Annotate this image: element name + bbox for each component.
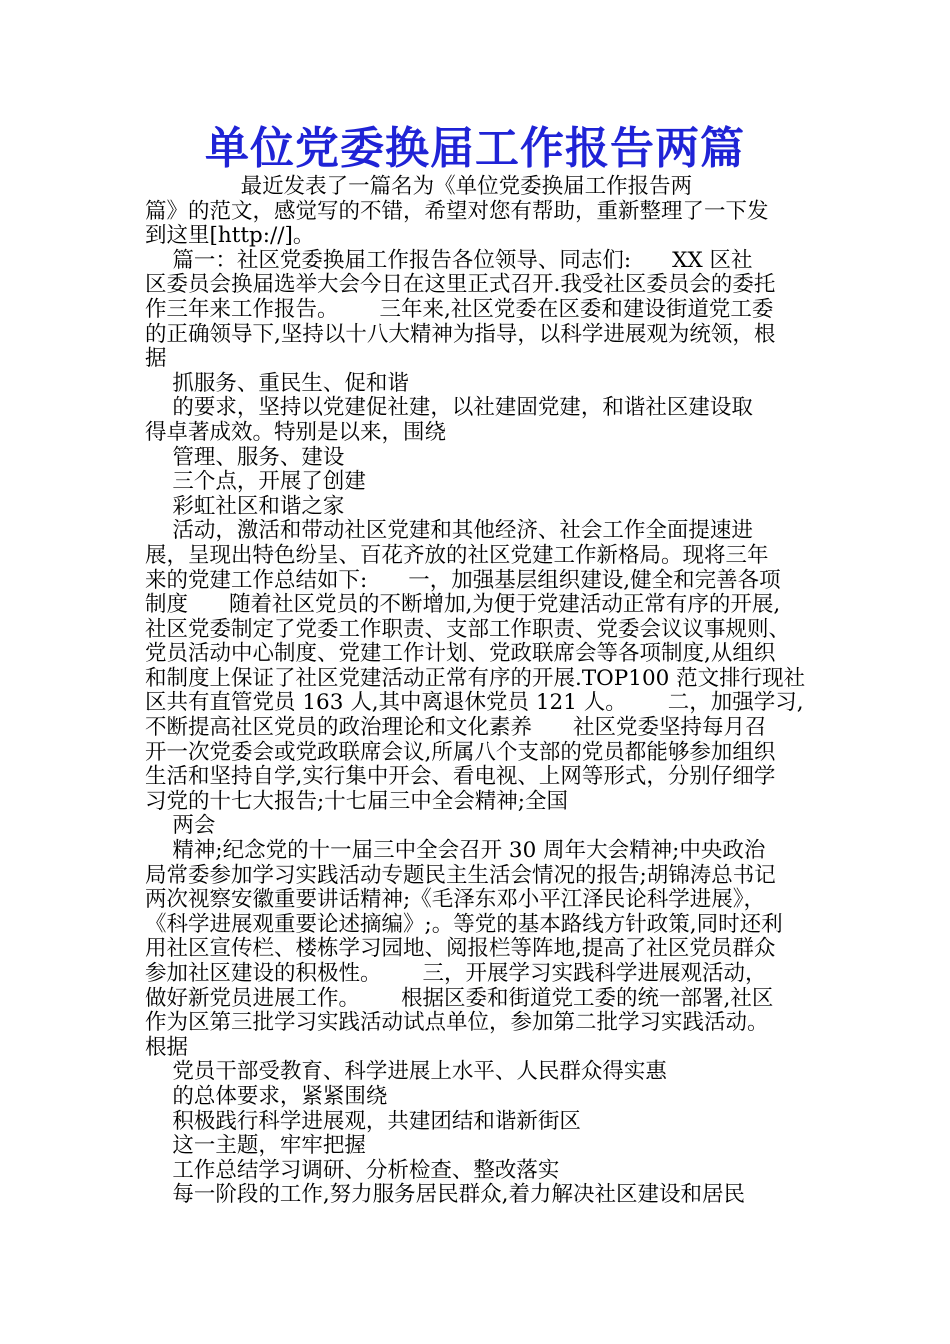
body-line: 管理、服务、建设	[145, 444, 345, 470]
body-line: 用社区宣传栏、楼栋学习园地、阅报栏等阵地,提高了社区党员群众	[145, 936, 776, 962]
body-line: 作三年来工作报告。 三年来,社区党委在区委和建设街道党工委	[145, 296, 774, 322]
body-line: 制度 随着社区党员的不断增加,为便于党建活动正常有序的开展,	[145, 592, 781, 618]
body-line: 来的党建工作总结如下: 一，加强基层组织建设,健全和完善各项	[145, 567, 781, 593]
body-line: 抓服务、重民生、促和谐	[145, 370, 409, 396]
body-line: 活动，激活和带动社区党建和其他经济、社会工作全面提速进	[145, 518, 753, 544]
body-line: 两次视察安徽重要讲话精神;《毛泽东邓小平江泽民论科学进展》，	[145, 887, 765, 913]
body-line: 的总体要求，紧紧围绕	[145, 1083, 388, 1109]
body-line: 的正确领导下,坚持以十八大精神为指导，以科学进展观为统领，根	[145, 321, 776, 347]
body-line: 和制度上保证了社区党建活动正常有序的开展.TOP100 范文排行现社	[145, 665, 806, 691]
body-line: 展，呈现出特色纷呈、百花齐放的社区党建工作新格局。现将三年	[145, 542, 769, 568]
body-line: 这一主题，牢牢把握	[145, 1133, 366, 1159]
body-line: 《科学进展观重要论述摘编》;。等党的基本路线方针政策,同时还利	[145, 911, 783, 937]
body-line: 篇》的范文，感觉写的不错，希望对您有帮助，重新整理了一下发	[145, 198, 769, 224]
body-line: 积极践行科学进展观，共建团结和谐新街区	[145, 1108, 581, 1134]
body-line: 到这里[http://]。	[145, 223, 315, 249]
body-line: 社区党委制定了党委工作职责、支部工作职责、党委会议议事规则、	[145, 616, 791, 642]
body-line: 参加社区建设的积极性。 三，开展学习实践科学进展观活动，	[145, 961, 767, 986]
body-line: 三个点，开展了创建	[145, 469, 366, 495]
body-line: 工作总结学习调研、分析检查、整改落实	[145, 1157, 560, 1183]
body-line: 彩虹社区和谐之家	[145, 493, 345, 519]
body-line: 不断提高社区党员的政治理论和文化素养 社区党委坚持每月召	[145, 715, 767, 741]
document-body	[145, 175, 817, 1208]
body-line: 做好新党员进展工作。 根据区委和街道党工委的统一部署,社区	[145, 985, 774, 1011]
body-line: 根据	[145, 1034, 189, 1060]
body-line: 作为区第三批学习实践活动试点单位，参加第二批学习实践活动。	[145, 1010, 769, 1036]
body-line: 区共有直管党员 163 人,其中离退休党员 121 人。 二，加强学习,	[145, 690, 804, 716]
body-line: 篇一：社区党委换届工作报告各位领导、同志们: XX 区社	[145, 247, 753, 273]
body-line: 精神;纪念党的十一届三中全会召开 30 周年大会精神;中央政治	[145, 838, 766, 864]
body-line: 局常委参加学习实践活动专题民主生活会情况的报告;胡锦涛总书记	[145, 862, 776, 888]
body-line: 据	[145, 346, 167, 372]
document-title: 单位党委换届工作报告两篇	[205, 123, 745, 174]
body-line: 党员干部受教育、科学进展上水平、人民群众得实惠	[145, 1059, 667, 1085]
body-line: 最近发表了一篇名为《单位党委换届工作报告两	[145, 174, 693, 199]
body-line: 生活和坚持自学,实行集中开会、看电视、上网等形式，分别仔细学	[145, 764, 776, 790]
body-line: 两会	[145, 813, 216, 839]
body-line: 开一次党委会或党政联席会议,所属八个支部的党员都能够参加组织	[145, 739, 776, 765]
body-line: 得卓著成效。特别是以来，围绕	[145, 419, 447, 445]
body-line: 党员活动中心制度、党建工作计划、党政联席会等各项制度,从组织	[145, 641, 776, 667]
body-line: 区委员会换届选举大会今日在这里正式召开.我受社区委员会的委托	[145, 272, 776, 298]
body-line: 的要求，坚持以党建促社建，以社建固党建，和谐社区建设取	[145, 395, 753, 421]
body-line: 每一阶段的工作,努力服务居民群众,着力解决社区建设和居民	[145, 1182, 746, 1208]
body-line: 习党的十七大报告;十七届三中全会精神;全国	[145, 788, 568, 814]
